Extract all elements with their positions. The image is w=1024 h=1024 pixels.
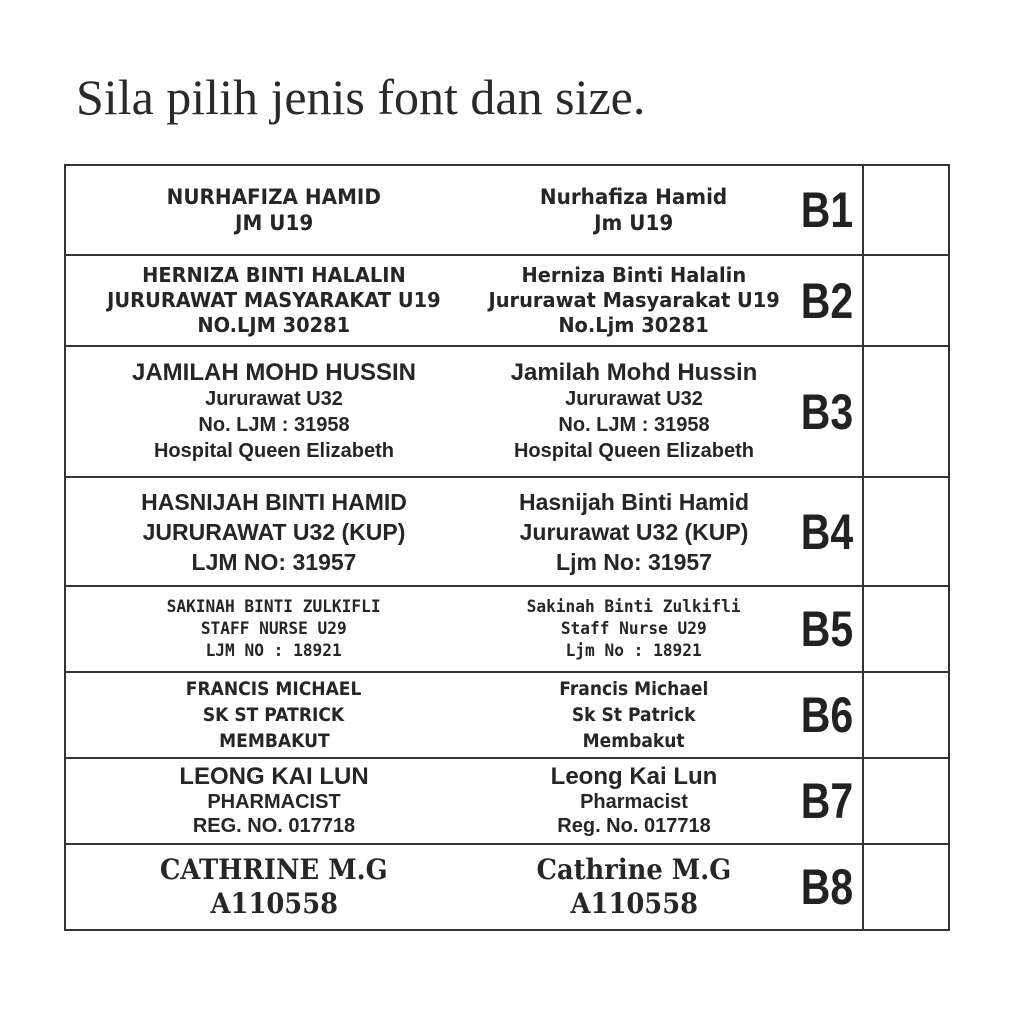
sample-line: Hospital Queen Elizabeth: [513, 439, 755, 462]
style-code: B3: [800, 383, 854, 440]
titlecase-sample: [484, 345, 784, 478]
sample-line: A110558: [210, 887, 338, 920]
selection-box[interactable]: [862, 254, 950, 347]
selection-box[interactable]: [862, 757, 950, 845]
titlecase-sample: [484, 843, 784, 931]
sample-line: Jururawat U32: [205, 387, 343, 410]
style-code: B8: [800, 859, 854, 915]
sample-line: Cathrine M.G: [536, 853, 732, 886]
sample-line: Pharmacist: [580, 791, 688, 813]
page-title: Sila pilih jenis font dan size.: [76, 69, 646, 125]
sample-line: Staff Nurse U29: [561, 619, 707, 639]
sample-line: Ljm No: 31957: [556, 548, 712, 575]
sample-line: LEONG KAI LUN: [179, 763, 369, 790]
sample-line: Francis Michael: [559, 678, 709, 700]
uppercase-sample: [64, 345, 484, 478]
sample-line: STAFF NURSE U29: [201, 619, 347, 639]
sample-line: JURURAWAT MASYARAKAT U19: [107, 288, 441, 312]
titlecase-sample: [484, 585, 784, 673]
titlecase-sample: [484, 671, 784, 759]
style-row-b4[interactable]: [64, 476, 950, 587]
sample-line: JAMILAH MOHD HUSSIN: [131, 358, 416, 386]
uppercase-sample: [64, 585, 484, 673]
sample-line: CATHRINE M.G: [160, 853, 388, 886]
sample-line: Reg. No. 017718: [557, 815, 711, 837]
style-row-b2[interactable]: [64, 254, 950, 347]
uppercase-sample: [64, 843, 484, 931]
style-code: B4: [800, 503, 854, 560]
selection-box[interactable]: [862, 345, 950, 478]
style-code: B2: [800, 272, 854, 329]
sample-line: No. LJM : 31958: [198, 413, 350, 436]
uppercase-sample: [64, 671, 484, 759]
uppercase-sample: [64, 254, 484, 347]
sample-line: HASNIJAH BINTI HAMID: [141, 488, 407, 515]
sample-line: Jm U19: [594, 211, 674, 235]
sample-line: Leong Kai Lun: [550, 763, 718, 790]
uppercase-sample: [64, 164, 484, 256]
sample-line: No. LJM : 31958: [558, 413, 710, 436]
titlecase-sample: [484, 757, 784, 845]
style-row-b1[interactable]: [64, 164, 950, 256]
sample-line: Jamilah Mohd Hussin: [510, 358, 758, 386]
selection-box[interactable]: [862, 164, 950, 256]
titlecase-sample: [484, 164, 784, 256]
sample-line: Sakinah Binti Zulkifli: [527, 597, 741, 617]
sample-line: Herniza Binti Halalin: [521, 263, 747, 287]
sample-line: Nurhafiza Hamid: [540, 185, 728, 209]
selection-box[interactable]: [862, 476, 950, 587]
sample-line: MEMBAKUT: [218, 730, 330, 752]
sample-line: PHARMACIST: [207, 791, 341, 813]
style-row-b7[interactable]: [64, 757, 950, 845]
selection-box[interactable]: [862, 585, 950, 673]
sample-line: SAKINAH BINTI ZULKIFLI: [167, 597, 381, 617]
style-code: B5: [800, 601, 854, 657]
sample-line: Jururawat U32: [565, 387, 703, 410]
sample-line: Jururawat U32 (KUP): [519, 518, 749, 545]
sample-line: NO.LJM 30281: [197, 313, 351, 337]
sample-line: Jururawat Masyarakat U19: [488, 288, 780, 312]
style-row-b6[interactable]: [64, 671, 950, 759]
sample-line: SK ST PATRICK: [203, 704, 345, 726]
titlecase-sample: [484, 476, 784, 587]
style-code: B6: [800, 687, 854, 743]
sample-line: Hospital Queen Elizabeth: [153, 439, 395, 462]
style-row-b8[interactable]: [64, 843, 950, 931]
sample-line: Sk St Patrick: [572, 704, 696, 726]
sample-line: No.Ljm 30281: [558, 313, 710, 337]
titlecase-sample: [484, 254, 784, 347]
sample-line: A110558: [570, 887, 698, 920]
sample-line: HERNIZA BINTI HALALIN: [142, 263, 406, 287]
sample-line: Hasnijah Binti Hamid: [518, 488, 750, 515]
sample-line: JM U19: [234, 211, 314, 235]
uppercase-sample: [64, 757, 484, 845]
sample-line: Ljm No : 18921: [565, 641, 703, 661]
sample-line: REG. NO. 017718: [192, 815, 356, 837]
sample-line: NURHAFIZA HAMID: [166, 185, 382, 209]
sample-line: LJM NO: 31957: [191, 548, 357, 575]
sample-line: JURURAWAT U32 (KUP): [142, 518, 406, 545]
selection-box[interactable]: [862, 843, 950, 931]
sample-line: FRANCIS MICHAEL: [186, 678, 362, 700]
selection-box[interactable]: [862, 671, 950, 759]
style-row-b5[interactable]: [64, 585, 950, 673]
style-code: B1: [800, 182, 854, 238]
uppercase-sample: [64, 476, 484, 587]
style-code: B7: [800, 773, 854, 829]
sample-line: LJM NO : 18921: [205, 641, 343, 661]
sample-line: Membakut: [583, 730, 685, 752]
style-row-b3[interactable]: [64, 345, 950, 478]
